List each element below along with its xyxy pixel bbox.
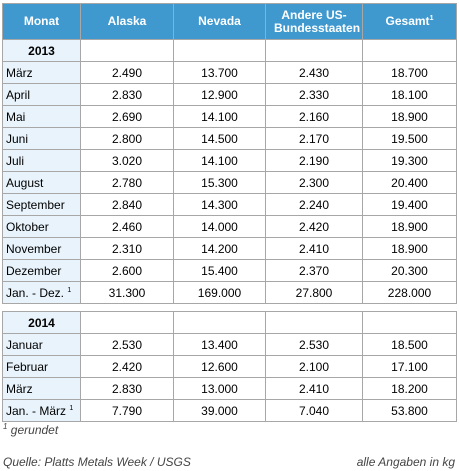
- footnote-mark: 1: [67, 286, 72, 294]
- cell-alaska: 2.780: [81, 172, 174, 194]
- table-row: [3, 106, 457, 128]
- cell-andere: 2.410: [266, 238, 363, 260]
- cell-alaska: 2.490: [81, 62, 174, 84]
- month-text: August: [6, 175, 44, 190]
- table-row: [3, 334, 457, 356]
- cell-gesamt: 19.300: [363, 150, 457, 172]
- month-text: November: [6, 241, 62, 256]
- header-gesamt: Gesamt$^1$: [363, 4, 457, 40]
- table-row: [3, 150, 457, 172]
- cell-gesamt: 18.900: [363, 238, 457, 260]
- cell-andere: 2.300: [266, 172, 363, 194]
- month-label: [3, 194, 81, 216]
- cell-gesamt: 53.800: [363, 400, 457, 422]
- month-text: März: [6, 65, 33, 80]
- cell-andere: 2.370: [266, 260, 363, 282]
- cell-nevada: 15.300: [174, 172, 266, 194]
- cell-andere: 2.430: [266, 62, 363, 84]
- cell-nevada: 13.000: [174, 378, 266, 400]
- month-label: [3, 172, 81, 194]
- cell-gesamt: 18.500: [363, 334, 457, 356]
- month-text: Februar: [6, 359, 49, 374]
- section-spacer: [3, 304, 457, 312]
- cell-andere: 2.330: [266, 84, 363, 106]
- cell-alaska: 2.830: [81, 378, 174, 400]
- table-body: [3, 40, 457, 422]
- cell-andere: 27.800: [266, 282, 363, 304]
- table-row: [3, 400, 457, 422]
- cell-gesamt: 18.900: [363, 106, 457, 128]
- empty-cell: [81, 40, 174, 62]
- header-footnote-mark: 1: [429, 15, 434, 22]
- month-label: [3, 282, 81, 304]
- cell-alaska: 2.420: [81, 356, 174, 378]
- table-row: [3, 62, 457, 84]
- footnote-mark: 1: [3, 422, 8, 431]
- cell-nevada: 14.300: [174, 194, 266, 216]
- header-andere: Andere US-Bundesstaaten: [266, 4, 363, 40]
- cell-gesamt: 228.000: [363, 282, 457, 304]
- table-row: [3, 194, 457, 216]
- cell-alaska: 2.840: [81, 194, 174, 216]
- source-note: Quelle: Platts Metals Week / USGS: [3, 455, 191, 469]
- cell-alaska: 3.020: [81, 150, 174, 172]
- year-label: 2013: [3, 40, 81, 62]
- cell-andere: 2.240: [266, 194, 363, 216]
- cell-andere: 2.170: [266, 128, 363, 150]
- cell-gesamt: 18.200: [363, 378, 457, 400]
- month-text: Jan. - Dez.: [6, 285, 65, 300]
- month-label: [3, 238, 81, 260]
- cell-gesamt: 19.400: [363, 194, 457, 216]
- header-alaska: Alaska: [81, 4, 174, 40]
- header-row: [3, 4, 457, 40]
- cell-gesamt: 17.100: [363, 356, 457, 378]
- month-label: [3, 400, 81, 422]
- month-label: [3, 378, 81, 400]
- month-label: [3, 84, 81, 106]
- cell-gesamt: 18.900: [363, 216, 457, 238]
- table-row: [3, 84, 457, 106]
- month-text: September: [6, 197, 65, 212]
- header-nevada: Nevada: [174, 4, 266, 40]
- cell-nevada: 169.000: [174, 282, 266, 304]
- cell-andere: 2.530: [266, 334, 363, 356]
- month-label: [3, 334, 81, 356]
- gold-production-table: [2, 3, 457, 422]
- cell-nevada: 39.000: [174, 400, 266, 422]
- year-row: [3, 312, 457, 334]
- cell-gesamt: 20.300: [363, 260, 457, 282]
- cell-nevada: 15.400: [174, 260, 266, 282]
- cell-andere: 2.190: [266, 150, 363, 172]
- cell-alaska: 2.310: [81, 238, 174, 260]
- header-monat: Monat: [3, 4, 81, 40]
- cell-nevada: 12.900: [174, 84, 266, 106]
- spacer-cell: [363, 304, 457, 312]
- cell-nevada: 14.500: [174, 128, 266, 150]
- cell-nevada: 12.600: [174, 356, 266, 378]
- month-label: [3, 106, 81, 128]
- month-text: Mai: [6, 109, 26, 124]
- empty-cell: [174, 312, 266, 334]
- table-row: [3, 238, 457, 260]
- cell-gesamt: 20.400: [363, 172, 457, 194]
- table-row: [3, 172, 457, 194]
- cell-andere: 2.410: [266, 378, 363, 400]
- cell-gesamt: 18.700: [363, 62, 457, 84]
- table-row: [3, 356, 457, 378]
- cell-andere: 2.420: [266, 216, 363, 238]
- table-row: [3, 216, 457, 238]
- year-label: 2014: [3, 312, 81, 334]
- cell-alaska: 2.830: [81, 84, 174, 106]
- cell-alaska: 7.790: [81, 400, 174, 422]
- cell-alaska: 2.800: [81, 128, 174, 150]
- cell-nevada: 13.700: [174, 62, 266, 84]
- cell-nevada: 14.100: [174, 106, 266, 128]
- table-row: [3, 128, 457, 150]
- month-label: [3, 260, 81, 282]
- spacer-cell: [81, 304, 174, 312]
- month-label: [3, 128, 81, 150]
- unit-note: alle Angaben in kg: [356, 455, 455, 469]
- footnote: [3, 423, 58, 437]
- cell-alaska: 31.300: [81, 282, 174, 304]
- year-row: [3, 40, 457, 62]
- month-label: [3, 62, 81, 84]
- cell-nevada: 14.000: [174, 216, 266, 238]
- empty-cell: [363, 40, 457, 62]
- cell-gesamt: 18.100: [363, 84, 457, 106]
- table-row: [3, 378, 457, 400]
- month-text: Oktober: [6, 219, 49, 234]
- month-label: [3, 356, 81, 378]
- cell-alaska: 2.600: [81, 260, 174, 282]
- cell-andere: 7.040: [266, 400, 363, 422]
- empty-cell: [266, 40, 363, 62]
- month-text: Dezember: [6, 263, 62, 278]
- empty-cell: [174, 40, 266, 62]
- month-label: [3, 150, 81, 172]
- empty-cell: [81, 312, 174, 334]
- month-text: Juli: [6, 153, 25, 168]
- empty-cell: [266, 312, 363, 334]
- month-text: Jan. - März: [6, 403, 67, 418]
- month-label: [3, 216, 81, 238]
- month-text: Juni: [6, 131, 29, 146]
- spacer-cell: [174, 304, 266, 312]
- cell-gesamt: 19.500: [363, 128, 457, 150]
- month-text: April: [6, 87, 31, 102]
- cell-alaska: 2.690: [81, 106, 174, 128]
- month-text: Januar: [6, 337, 43, 352]
- table-row: [3, 260, 457, 282]
- cell-nevada: 13.400: [174, 334, 266, 356]
- cell-andere: 2.100: [266, 356, 363, 378]
- table-row: [3, 282, 457, 304]
- footnote-text: gerundet: [10, 423, 59, 437]
- spacer-cell: [3, 304, 81, 312]
- cell-alaska: 2.530: [81, 334, 174, 356]
- footnote-mark: 1: [69, 404, 74, 412]
- spacer-cell: [266, 304, 363, 312]
- empty-cell: [363, 312, 457, 334]
- cell-nevada: 14.200: [174, 238, 266, 260]
- cell-andere: 2.160: [266, 106, 363, 128]
- cell-nevada: 14.100: [174, 150, 266, 172]
- cell-alaska: 2.460: [81, 216, 174, 238]
- month-text: März: [6, 381, 33, 396]
